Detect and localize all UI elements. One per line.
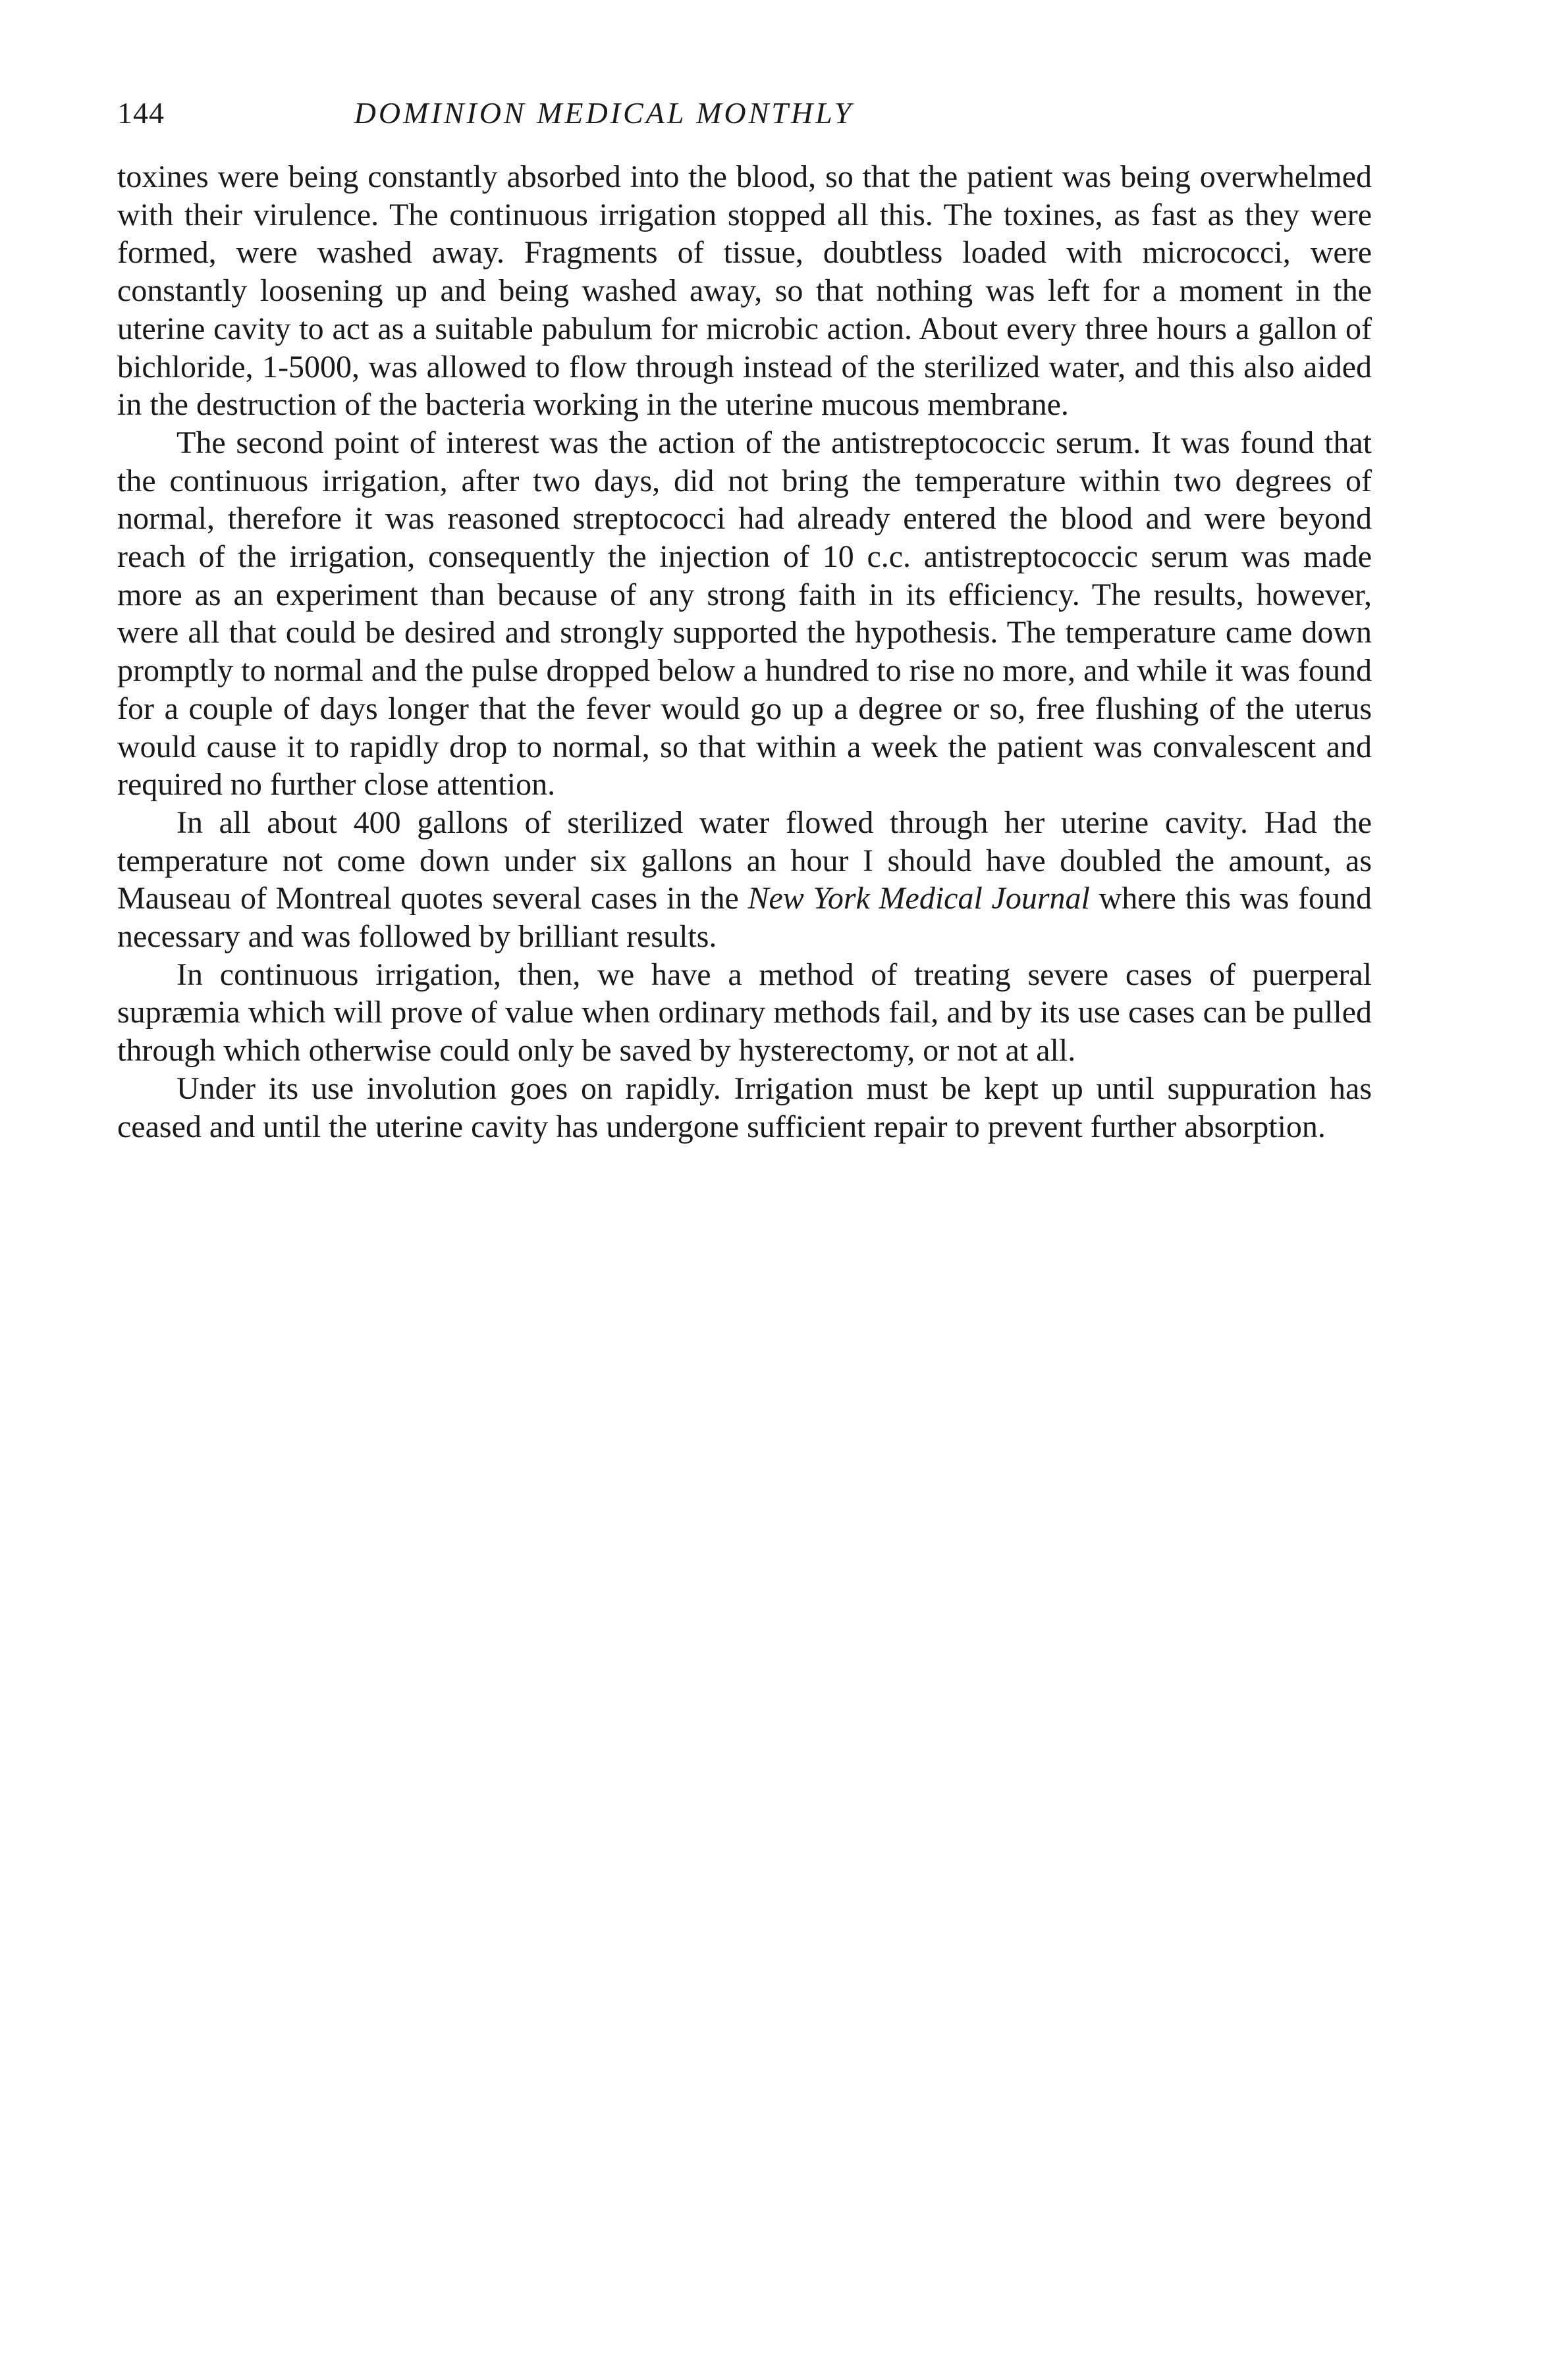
- paragraph-3: [117, 804, 1372, 956]
- article-body: [117, 158, 1372, 1146]
- running-head: [117, 92, 1091, 134]
- journal-title: New York Medical Journal: [747, 881, 1090, 916]
- paragraph-2: The second point of interest was the action of the antistreptococcic serum. It was found that the continuous irrigation, after two days, did not bring the temperature within two degrees of normal, therefore it was reasoned streptococci had already entered the blood and were beyond reach of the irrigation, consequently the injection of 10 c.c. antistreptococcic serum was made more as an experiment than because of any strong faith in its efficiency. The results, however, were all that could be desired and strongly supported the hypothesis. The temperature came down promptly to normal and the pulse dropped below a hundred to rise no more, and while it was found for a couple of days longer that the fever would go up a degree or so, free flushing of the uterus would cause it to rapidly drop to normal, so that within a week the patient was convalescent and required no further close attention.: [117, 425, 1372, 803]
- page-number: 144: [117, 96, 165, 130]
- paragraph-3-text-before: In all about 400 gallons of sterilized water flowed through her uterine cavity. Had the temperature not come down under six gallons an hour I should have doubled the amount, as Mauseau of Montreal quotes several cases in the: [117, 805, 1372, 916]
- paragraph-4: In continuous irrigation, then, we have a method of treating severe cases of puerperal supræmia which will prove of value when ordinary methods fail, and by its use cases can be pulled through which otherwise could only be saved by hysterectomy, or not at all.: [117, 957, 1372, 1069]
- paragraph-1: toxines were being constantly absorbed into the blood, so that the patient was being overwhelmed with their virulence. The continuous irrigation stopped all this. The toxines, as fast as they were formed, were washed away. Fragments of tissue, doubtless loaded with micrococci, were constantly loosening up and being washed away, so that nothing was left for a moment in the uterine cavity to act as a suitable pabulum for microbic action. About every three hours a gallon of bichloride, 1-5000, was allowed to flow through instead of the sterilized water, and this also aided in the destruction of the bacteria working in the uterine mucous membrane.: [117, 159, 1372, 423]
- running-title: DOMINION MEDICAL MONTHLY: [354, 96, 854, 130]
- paragraph-3-text-after: where this was found necessary and was followed by brilliant results.: [117, 881, 1372, 955]
- paragraph-5: Under its use involution goes on rapidly. Irrigation must be kept up until suppuration has ceased and until the uterine cavity has undergone sufficient repair to prevent further absorption.: [117, 1071, 1372, 1144]
